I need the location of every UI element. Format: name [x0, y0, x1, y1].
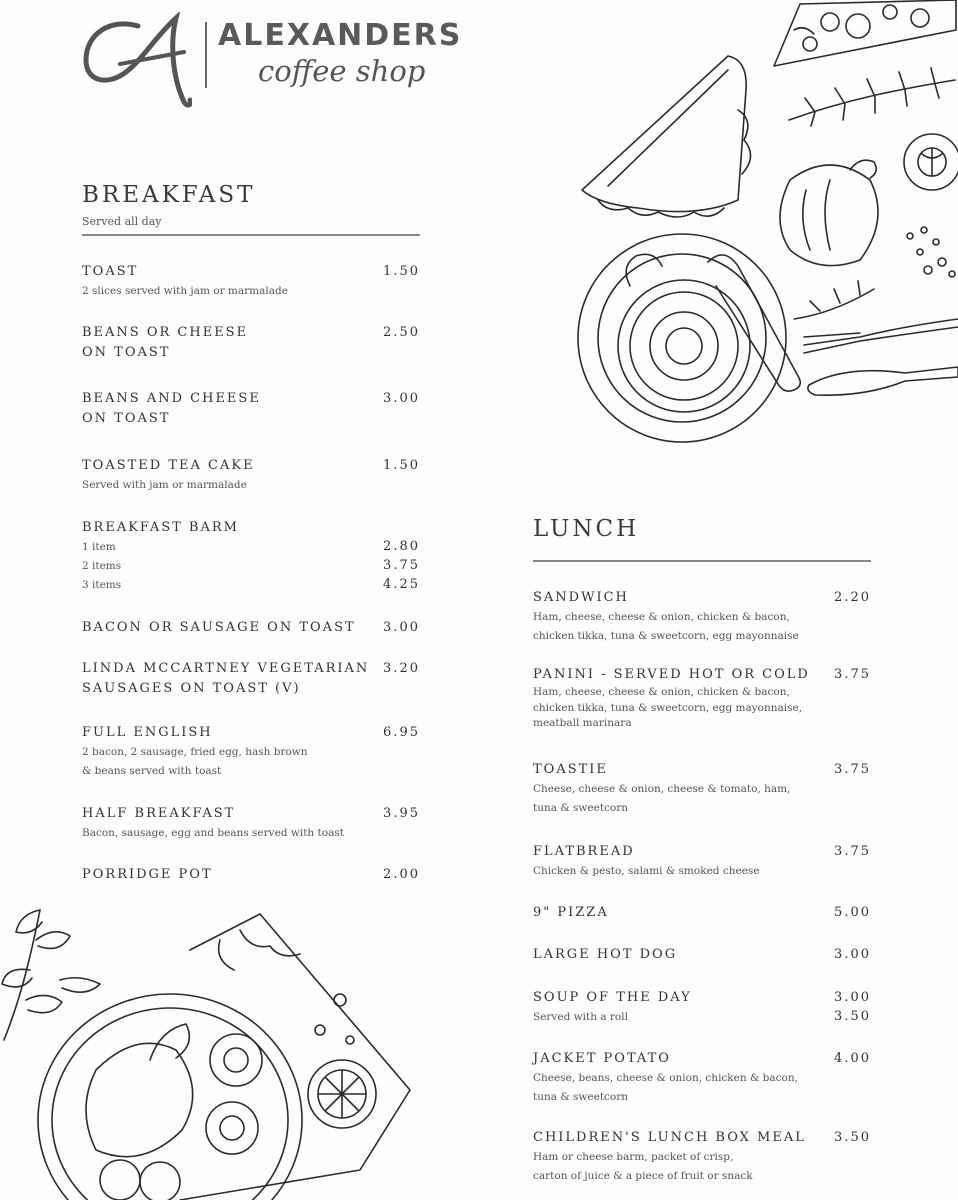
option-label: 1 item: [82, 541, 116, 553]
menu-item-soup: [533, 988, 692, 1027]
item-name: BREAKFAST BARM: [82, 520, 239, 535]
item-name: SANDWICH: [533, 590, 629, 605]
item-name: HALF BREAKFAST: [82, 806, 236, 821]
item-description: Cheese, cheese & onion, cheese & tomato, ham,: [533, 783, 791, 795]
option-label: 3 items: [82, 579, 122, 591]
item-description: Ham, cheese, cheese & onion, chicken & bacon,: [533, 611, 790, 623]
item-name: FLATBREAD: [533, 844, 635, 859]
item-description-line2: & beans served with toast: [82, 765, 222, 777]
item-name: TOASTED TEA CAKE: [82, 458, 255, 473]
menu-item-porridge-pot: [82, 865, 213, 885]
item-description: Bacon, sausage, egg and beans served with toast: [82, 827, 344, 839]
brand-subtitle: coffee shop: [258, 54, 426, 88]
menu-item-pizza: [533, 903, 609, 923]
item-price: 4.00: [834, 1051, 871, 1066]
menu-item-lunch-box: [533, 1128, 806, 1186]
item-description: Chicken & pesto, salami & smoked cheese: [533, 865, 760, 877]
item-name-line2: ON TOAST: [82, 411, 171, 426]
peppercorns-icon: [900, 222, 958, 282]
option-price: 3.75: [383, 558, 420, 573]
item-description-line2: chicken tikka, tuna & sweetcorn, egg mayonnaise: [533, 630, 799, 642]
item-price: 5.00: [834, 905, 871, 920]
item-name: TOAST: [82, 264, 139, 279]
breakfast-title: BREAKFAST: [82, 182, 256, 208]
item-description-line2: carton of juice & a piece of fruit or snack: [533, 1170, 753, 1182]
item-name: JACKET POTATO: [533, 1051, 671, 1066]
logo-divider: [205, 22, 207, 88]
menu-item-toasted-tea-cake: [82, 456, 255, 495]
brand-name: ALEXANDERS: [218, 18, 463, 53]
menu-item-full-english: [82, 723, 308, 781]
knife-icon: [805, 355, 958, 403]
item-name-line2: ON TOAST: [82, 345, 171, 360]
item-description-line2: tuna & sweetcorn: [533, 802, 629, 814]
item-description-line3: meatball marinara: [533, 717, 632, 729]
mushroom-slice-icon: [900, 130, 958, 194]
item-name-line2: SAUSAGES ON TOAST (V): [82, 681, 301, 696]
option-price: 4.25: [383, 577, 420, 592]
item-price: 3.00: [383, 391, 420, 406]
lunch-title: LUNCH: [533, 516, 640, 542]
menu-item-breakfast-barm: [82, 518, 239, 595]
breakfast-subtitle: Served all day: [82, 215, 162, 228]
item-name: LINDA MCCARTNEY VEGETARIAN: [82, 661, 370, 676]
item-description: Ham, cheese, cheese & onion, chicken & bacon,: [533, 686, 790, 698]
item-price: 3.75: [834, 844, 871, 859]
menu-item-hot-dog: [533, 945, 677, 965]
item-price: 1.50: [383, 458, 420, 473]
item-description: 2 bacon, 2 sausage, fried egg, hash brown: [82, 746, 308, 758]
item-price: 3.75: [834, 667, 871, 682]
fork-and-herbs-icon: [790, 275, 958, 365]
menu-item-flatbread: [533, 842, 760, 881]
menu-item-bacon-or-sausage: [82, 618, 356, 638]
item-price: 3.50: [834, 1130, 871, 1145]
item-price: 1.50: [383, 264, 420, 279]
item-price: 3.20: [383, 661, 420, 676]
item-name: PANINI - SERVED HOT OR COLD: [533, 667, 810, 682]
item-price: 6.95: [383, 725, 420, 740]
item-description: 2 slices served with jam or marmalade: [82, 285, 288, 297]
item-description: Cheese, beans, cheese & onion, chicken & bacon,: [533, 1072, 798, 1084]
item-description: Served with a roll: [533, 1011, 628, 1023]
item-price: 2.00: [383, 867, 420, 882]
item-price: 2.20: [834, 590, 871, 605]
menu-item-beans-and-cheese: [82, 389, 261, 429]
menu-item-sandwich: [533, 588, 799, 646]
menu-item-toast: [82, 262, 288, 301]
menu-item-beans-or-cheese: [82, 323, 248, 363]
item-price: 3.00: [383, 620, 420, 635]
item-price: 3.75: [834, 762, 871, 777]
item-name: BACON OR SAUSAGE ON TOAST: [82, 620, 356, 635]
item-name: CHILDREN'S LUNCH BOX MEAL: [533, 1130, 806, 1145]
menu-item-toastie: [533, 760, 790, 818]
item-description-line2: chicken tikka, tuna & sweetcorn, egg mayonnaise,: [533, 701, 803, 714]
item-name: PORRIDGE POT: [82, 867, 213, 882]
coffee-cup-icon: [572, 226, 808, 448]
item-name: TOASTIE: [533, 762, 608, 777]
rosemary-sprig-icon: [785, 60, 958, 140]
item-price: 3.95: [383, 806, 420, 821]
option-price: 2.80: [383, 539, 420, 554]
item-description: Served with jam or marmalade: [82, 479, 247, 491]
item-price: 3.00: [834, 947, 871, 962]
item-name: LARGE HOT DOG: [533, 947, 678, 962]
menu-item-half-breakfast: [82, 804, 344, 843]
sandwich-icon: [578, 50, 768, 230]
item-name: SOUP OF THE DAY: [533, 990, 692, 1005]
item-name: BEANS OR CHEESE: [82, 325, 249, 340]
item-price: 3.00: [834, 990, 871, 1005]
item-name: 9" PIZZA: [533, 905, 609, 920]
breakfast-divider: [82, 234, 420, 236]
lunch-divider: [533, 560, 871, 562]
menu-item-panini: [533, 665, 810, 732]
item-name: FULL ENGLISH: [82, 725, 213, 740]
menu-item-vegetarian-sausages: [82, 659, 369, 699]
option-label: 2 items: [82, 560, 122, 572]
breakfast-plate-icon: [0, 910, 420, 1200]
item-description-line2: tuna & sweetcorn: [533, 1091, 629, 1103]
logo-monogram-icon: [80, 12, 192, 108]
menu-item-jacket-potato: [533, 1049, 798, 1107]
item-price: 2.50: [383, 325, 420, 340]
item-description: Ham or cheese barm, packet of crisp,: [533, 1151, 734, 1163]
item-name: BEANS AND CHEESE: [82, 391, 261, 406]
item-price-alt: 3.50: [834, 1009, 871, 1024]
